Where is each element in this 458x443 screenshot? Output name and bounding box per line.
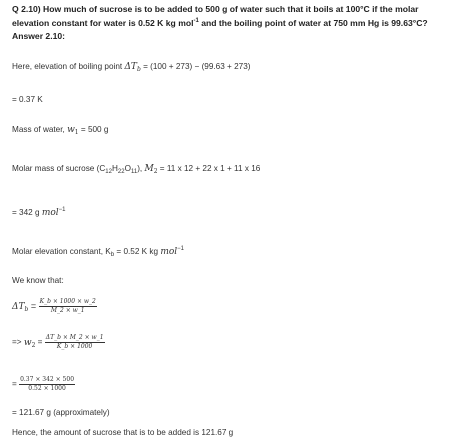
elevation-prefix: Here, elevation of boiling point [12,62,125,71]
mass-prefix: Mass of water, [12,125,68,134]
kb-mol-unit: mol [160,247,178,257]
elevation-line [12,62,251,73]
oxygen-subscript: 11 [130,169,138,175]
formula-w2 [12,334,105,351]
equals-sign-2: = [35,337,45,347]
equals-sign: = [28,300,39,311]
molar-mass-expression: = 11 x 12 + 22 x 1 + 11 x 16 [157,164,261,173]
molar-mass-number: = 342 g [12,208,42,217]
result-line: = 121.67 g (approximately) [12,408,110,417]
w1-symbol: $w_1$ [67,125,79,136]
fraction-substitution: $\frac{0.37 \times 342 \times 500}{0.52 \times 1000}$ [20,376,75,392]
hydrogen-symbol: H [111,164,118,173]
elevation-expression: = (100 + 273) − (99.63 + 273) [140,62,251,71]
kb-value: = 0.52 K kg [114,247,161,256]
formula-delta-tb [12,298,97,315]
mol-unit: mol [41,208,59,218]
conclusion-line: Hence, the amount of sucrose that is to be added is 121.67 g [12,428,234,437]
oxygen-symbol: O [124,164,131,173]
we-know-line: We know that: [12,276,64,285]
question-exponent: -1 [193,18,199,24]
w2-symbol: $w_2$ [23,337,36,349]
m2-symbol: $M_2$ [144,164,158,175]
question-part-2: and the boiling point of water at 750 mm Hg is 99.63°C? [198,18,428,28]
fraction-kb-w2: $\frac{K\_b \times 1000 \times w\_2}{M\_2 \times w\_1}$ [39,298,96,314]
delta-tb-symbol: $\Delta T_b$ [124,62,141,73]
mol-exponent: −1 [58,207,66,213]
kb-line [12,246,184,258]
carbon-subscript: 12 [105,169,112,175]
molar-mass-prefix: Molar mass of sucrose (C [12,164,106,173]
question-text [12,3,452,29]
molar-mass-line [12,164,260,175]
implies-arrow: => [12,337,24,347]
answer-label: Answer 2.10: [12,31,66,41]
hydrogen-subscript: 22 [117,169,125,175]
mass-of-water-line [12,125,108,136]
molar-mass-value [12,207,66,218]
molar-mass-mid: ), [137,164,145,173]
mass-value: = 500 g [78,125,109,134]
elevation-result: = 0.37 K [12,95,43,104]
formula-substitution [12,376,75,393]
kb-mol-exponent: −1 [177,246,184,252]
kb-subscript: b [110,252,115,258]
formula-delta-tb-symbol: $\Delta T_b$ [12,301,29,313]
kb-prefix: Molar elevation constant, K [12,247,111,256]
equals-lead: = [12,379,20,389]
fraction-w2: $\frac{\Delta T\_b \times M\_2 \times w\_1}{K\_b \times 1000}$ [45,334,104,350]
question-part-1: Q 2.10) How much of sucrose is to be added to 500 g of water such that it boils at 100°C if the molar elevation constant for water is 0.52 K kg mol [12,4,419,28]
